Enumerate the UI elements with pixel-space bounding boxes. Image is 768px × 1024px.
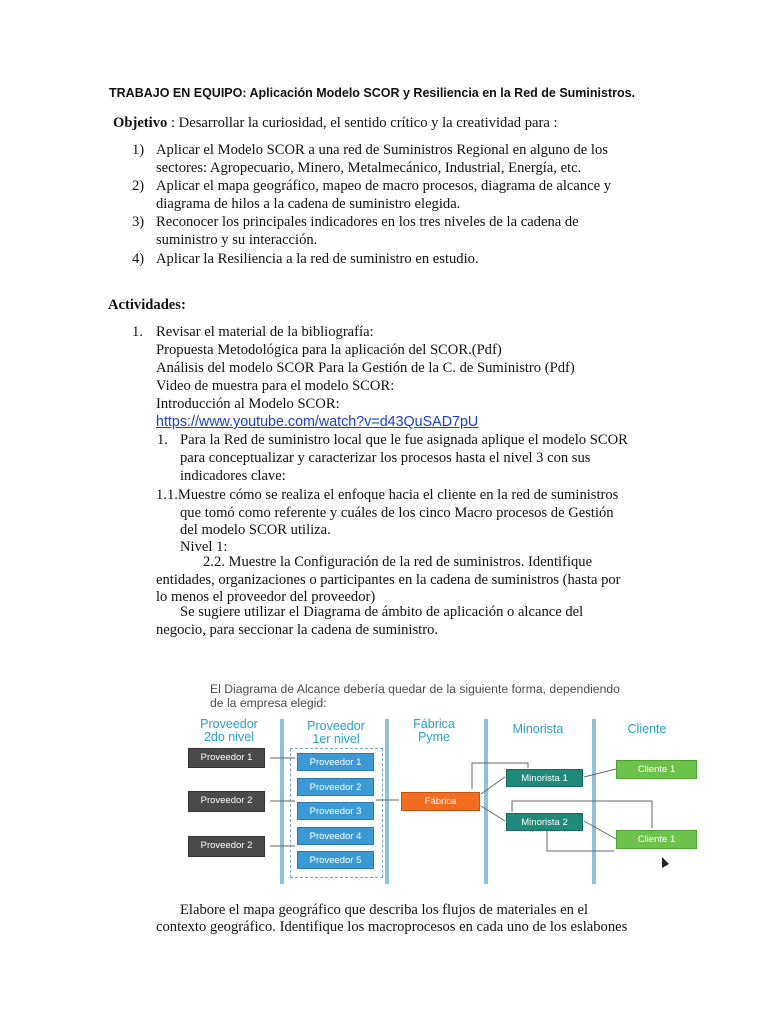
objetivo-line — [113, 114, 558, 132]
activity-line: Revisar el material de la bibliografía: — [156, 324, 374, 340]
sub-activity-line: del modelo SCOR utiliza. — [180, 522, 331, 538]
proveedor-2do-box: Proveedor 2 — [188, 791, 265, 812]
sub-activity-number: 1. — [157, 432, 168, 448]
list-item-number: 1) — [132, 142, 145, 158]
column-header-text: Cliente — [627, 722, 667, 736]
sub-activity-line: Para la Red de suministro local que le fue asignada aplique el modelo SCOR — [180, 432, 628, 448]
cliente-box: Cliente 1 — [616, 760, 697, 779]
objetivo-label: Objetivo — [113, 115, 168, 131]
bibliography-item: Introducción al Modelo SCOR: — [156, 396, 340, 412]
proveedor-2do-box: Proveedor 2 — [188, 836, 265, 857]
column-header-text: Proveedor — [307, 719, 365, 733]
column-header-text: 1er nivel — [312, 732, 360, 746]
list-item-line: Reconocer los principales indicadores en los tres niveles de la cadena de — [156, 214, 579, 230]
sub-activity-line: para conceptualizar y caracterizar los procesos hasta el nivel 3 con sus — [180, 450, 591, 466]
bibliography-item: Análisis del modelo SCOR Para la Gestión de la C. de Suministro (Pdf) — [156, 360, 575, 376]
sub-activity-line: entidades, organizaciones o participantes en la cadena de suministros (hasta por — [156, 572, 621, 588]
proveedor-2do-box: Proveedor 1 — [188, 748, 265, 768]
bibliography-item: Video de muestra para el modelo SCOR: — [156, 378, 395, 394]
objetivo-text: Desarrollar la curiosidad, el sentido crítico y la creatividad para : — [175, 115, 558, 131]
bibliography-item: Propuesta Metodológica para la aplicación del SCOR.(Pdf) — [156, 342, 502, 358]
cliente-box: Cliente 1 — [616, 830, 697, 849]
youtube-link[interactable]: https://www.youtube.com/watch?v=d43QuSAD7pU — [156, 414, 479, 430]
sub-activity-line: que tomó como referente y cuáles de los cinco Macro procesos de Gestión — [180, 505, 614, 521]
proveedor-1er-box: Proveedor 5 — [297, 851, 374, 869]
column-header-text: 2do nivel — [203, 730, 255, 744]
column-header-text: Proveedor — [200, 717, 258, 731]
list-item-line: Aplicar el mapa geográfico, mapeo de macro procesos, diagrama de alcance y — [156, 178, 612, 194]
column-header-text: Minorista — [512, 722, 564, 736]
footer-line: Elabore el mapa geográfico que describa los flujos de materiales en el — [180, 902, 589, 918]
list-item-line: diagrama de hilos a la cadena de suministro elegida. — [156, 196, 461, 212]
minorista-box: Minorista 1 — [506, 769, 583, 787]
list-item-line: sectores: Agropecuario, Minero, Metalmecánico, Industrial, Energía, etc. — [156, 160, 582, 176]
fabrica-box: Fábrica — [401, 792, 480, 811]
proveedor-1er-box: Proveedor 2 — [297, 778, 374, 796]
activity-number: 1. — [132, 324, 143, 340]
minorista-box: Minorista 2 — [506, 813, 583, 831]
list-item-number: 3) — [132, 214, 145, 230]
sub-activity-line: Se sugiere utilizar el Diagrama de ámbito de aplicación o alcance del — [180, 604, 584, 620]
list-item-number: 2) — [132, 178, 145, 194]
diagram-caption-line: de la empresa elegid: — [210, 696, 327, 710]
sub-activity-line: lo menos el proveedor del proveedor) — [156, 589, 376, 605]
list-item-line: Aplicar la Resiliencia a la red de suministro en estudio. — [156, 251, 479, 267]
list-item-line: suministro y su interacción. — [156, 232, 318, 248]
proveedor-1er-box: Proveedor 4 — [297, 827, 374, 845]
nivel-label: Nivel 1: — [180, 539, 228, 555]
list-item-number: 4) — [132, 251, 145, 267]
proveedor-1er-box: Proveedor 1 — [297, 753, 374, 771]
sub-activity-line: negocio, para seccionar la cadena de suministro. — [156, 622, 439, 638]
column-header-text: Fábrica — [413, 717, 455, 731]
objetivo-colon: : — [167, 115, 176, 131]
actividades-heading: Actividades: — [108, 297, 186, 313]
diagram-caption-line: El Diagrama de Alcance debería quedar de la siguiente forma, dependiendo — [210, 682, 620, 696]
sub-activity-line: indicadores clave: — [180, 468, 286, 484]
footer-line: contexto geográfico. Identifique los macroprocesos en cada uno de los eslabones — [156, 919, 628, 935]
sub-activity-line: 1.1.Muestre cómo se realiza el enfoque hacia el cliente en la red de suministros — [156, 487, 619, 503]
sub-activity-line: 2.2. Muestre la Configuración de la red de suministros. Identifique — [203, 554, 593, 570]
proveedor-1er-box: Proveedor 3 — [297, 802, 374, 820]
scope-diagram — [182, 681, 717, 884]
cursor-icon — [662, 857, 669, 868]
document-title: TRABAJO EN EQUIPO: Aplicación Modelo SCOR y Resiliencia en la Red de Suministros. — [109, 86, 636, 100]
list-item-line: Aplicar el Modelo SCOR a una red de Suministros Regional en alguno de los — [156, 142, 608, 158]
column-header-text: Pyme — [418, 730, 450, 744]
